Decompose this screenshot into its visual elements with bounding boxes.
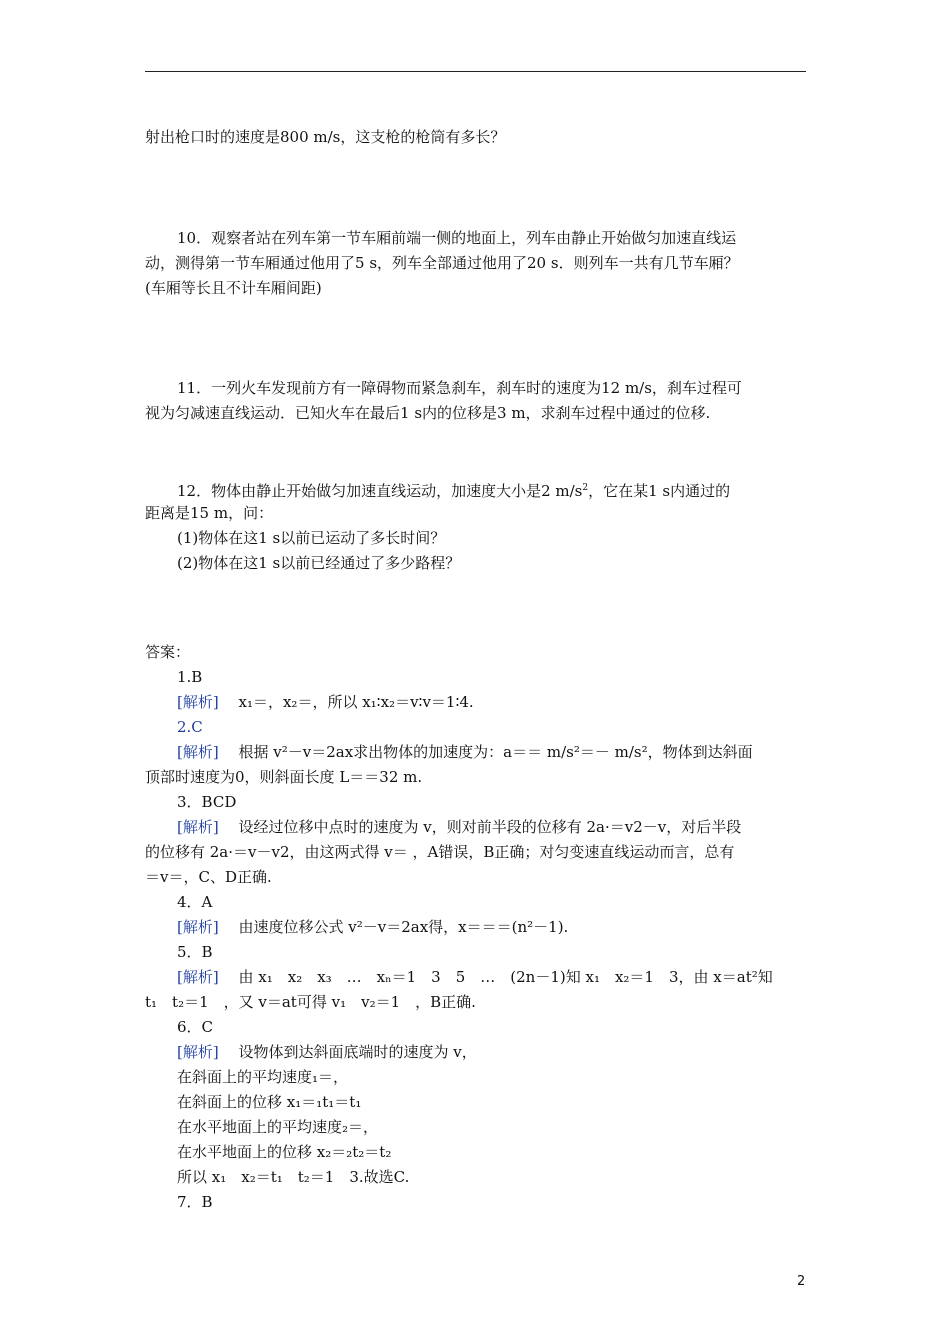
answer-3-line3: ＝v＝，C、D正确.	[145, 868, 272, 886]
answer-4-num: 4．A	[177, 893, 213, 911]
answer-1-num: 1.B	[177, 668, 203, 686]
answer-2-text1: 根据 v²－v＝2ax求出物体的加速度为：a＝＝ m/s²＝－ m/s²，物体到达斜面	[238, 743, 753, 761]
analysis-tag: [解析]	[177, 1043, 219, 1061]
answer-2-line1	[177, 742, 753, 762]
answer-1-line	[177, 692, 474, 712]
header-rule	[145, 71, 806, 72]
q11-line2: 视为匀减速直线运动．已知火车在最后1 s内的位移是3 m，求刹车过程中通过的位移.	[145, 404, 711, 422]
answer-3-line2: 的位移有 2a·＝v－v2，由这两式得 v＝ ，A错误，B正确；对匀变速直线运动而言，总有	[145, 843, 735, 861]
q12-line1-b: ，它在某1 s内通过的	[588, 482, 731, 500]
q10-line1: 10．观察者站在列车第一节车厢前端一侧的地面上，列车由静止开始做匀加速直线运	[177, 229, 737, 247]
q12-line2: 距离是15 m，问：	[145, 504, 274, 522]
answer-1-text: x₁＝，x₂＝，所以 x₁∶x₂＝v∶v＝1∶4.	[238, 693, 474, 711]
answer-6-line1	[177, 1042, 477, 1062]
answer-3-line1	[177, 817, 741, 837]
q12-line1-sup: 2	[582, 483, 589, 493]
page-number: 2	[797, 1274, 806, 1289]
answer-4-line	[177, 917, 568, 937]
answer-6-line4: 在水平地面上的平均速度₂＝，	[177, 1118, 379, 1136]
answer-5-num: 5．B	[177, 943, 213, 961]
q11-line1: 11．一列火车发现前方有一障碍物而紧急刹车，刹车时的速度为12 m/s，刹车过程可	[177, 379, 742, 397]
q10-line2: 动，测得第一节车厢通过他用了5 s，列车全部通过他用了20 s．则列车一共有几节车厢？	[145, 254, 739, 272]
answer-3-text1: 设经过位移中点时的速度为 v，则对前半段的位移有 2a·＝v2－v，对后半段	[238, 818, 742, 836]
q12-line1	[177, 478, 730, 501]
answer-6-num: 6．C	[177, 1018, 214, 1036]
answer-5-line2: t₁ t₂＝1 ，又 v＝at可得 v₁ v₂＝1 ，B正确.	[145, 993, 476, 1011]
analysis-tag: [解析]	[177, 693, 219, 711]
q10-line3: (车厢等长且不计车厢间距)	[145, 279, 322, 297]
answer-5-line1	[177, 967, 773, 987]
analysis-tag: [解析]	[177, 968, 219, 986]
answer-2-num: 2.C	[177, 718, 203, 736]
analysis-tag: [解析]	[177, 818, 219, 836]
answer-6-line5: 在水平地面上的位移 x₂＝₂t₂＝t₂	[177, 1143, 392, 1161]
answer-6-text1: 设物体到达斜面底端时的速度为 v，	[238, 1043, 477, 1061]
analysis-tag: [解析]	[177, 743, 219, 761]
answer-6-line2: 在斜面上的平均速度₁＝，	[177, 1068, 349, 1086]
q12-sub2: (2)物体在这1 s以前已经通过了多少路程？	[177, 554, 461, 572]
q12-sub1: (1)物体在这1 s以前已运动了多长时间？	[177, 529, 446, 547]
answers-label: 答案：	[145, 643, 191, 661]
answer-6-line6: 所以 x₁ x₂＝t₁ t₂＝1 3.故选C.	[177, 1168, 410, 1186]
q9-tail: 射出枪口时的速度是800 m/s，这支枪的枪筒有多长？	[145, 128, 506, 146]
q12-line1-a: 12．物体由静止开始做匀加速直线运动，加速度大小是2 m/s	[177, 482, 583, 500]
answer-2-line2: 顶部时速度为0，则斜面长度 L＝＝32 m.	[145, 768, 423, 786]
analysis-tag: [解析]	[177, 918, 219, 936]
answer-4-text: 由速度位移公式 v²－v＝2ax得，x＝＝＝(n²－1).	[238, 918, 569, 936]
answer-7-num: 7．B	[177, 1193, 213, 1211]
answer-5-text1: 由 x₁ x₂ x₃ … xₙ＝1 3 5 … (2n－1)知 x₁ x₂＝1 3，由 x＝at²知	[238, 968, 773, 986]
answer-6-line3: 在斜面上的位移 x₁＝₁t₁＝t₁	[177, 1093, 362, 1111]
answer-3-num: 3．BCD	[177, 793, 237, 811]
